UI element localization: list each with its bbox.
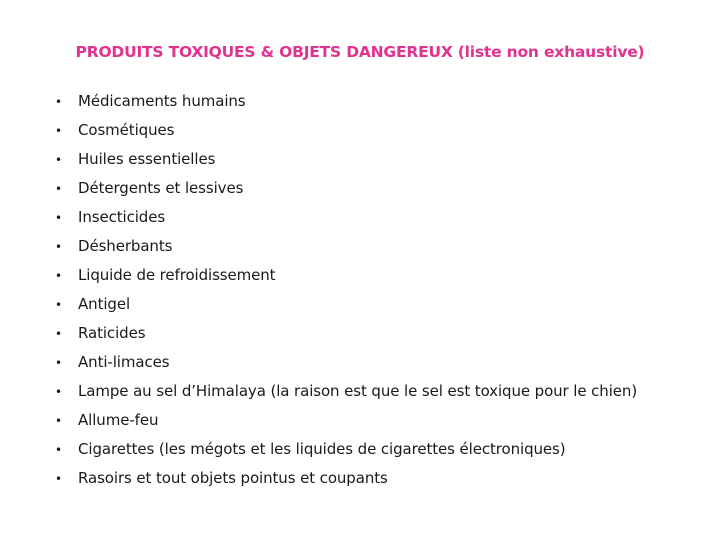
list-item-text: Lampe au sel d’Himalaya (la raison est que le sel est toxique pour le chien)	[78, 382, 638, 400]
bullet-icon: •	[55, 269, 63, 283]
bullet-icon: •	[55, 356, 63, 370]
toxic-products-list	[55, 92, 637, 498]
list-item	[55, 440, 637, 469]
list-item-text: Huiles essentielles	[78, 150, 216, 168]
slide-title: PRODUITS TOXIQUES & OBJETS DANGEREUX (liste non exhaustive)	[75, 43, 645, 61]
list-item	[55, 353, 637, 382]
bullet-icon: •	[55, 211, 63, 225]
bullet-icon: •	[55, 414, 63, 428]
list-item	[55, 150, 637, 179]
list-item-text: Antigel	[78, 295, 131, 313]
bullet-icon: •	[55, 124, 63, 138]
list-item-text: Médicaments humains	[78, 92, 246, 110]
bullet-icon: •	[55, 95, 63, 109]
list-item	[55, 382, 637, 411]
list-item-text: Désherbants	[78, 237, 173, 255]
list-item-text: Cigarettes (les mégots et les liquides de cigarettes électroniques)	[78, 440, 566, 458]
bullet-icon: •	[55, 472, 63, 486]
bullet-icon: •	[55, 240, 63, 254]
list-item	[55, 121, 637, 150]
list-item-text: Allume-feu	[78, 411, 159, 429]
bullet-icon: •	[55, 153, 63, 167]
list-item-text: Rasoirs et tout objets pointus et coupants	[78, 469, 388, 487]
bullet-icon: •	[55, 443, 63, 457]
list-item	[55, 411, 637, 440]
list-item	[55, 469, 637, 498]
list-item	[55, 208, 637, 237]
bullet-icon: •	[55, 298, 63, 312]
bullet-icon: •	[55, 327, 63, 341]
list-item-text: Insecticides	[78, 208, 166, 226]
list-item	[55, 92, 637, 121]
list-item-text: Raticides	[78, 324, 146, 342]
list-item	[55, 237, 637, 266]
list-item-text: Liquide de refroidissement	[78, 266, 276, 284]
bullet-icon: •	[55, 182, 63, 196]
list-item-text: Détergents et lessives	[78, 179, 244, 197]
list-item	[55, 324, 637, 353]
list-item	[55, 266, 637, 295]
list-item-text: Cosmétiques	[78, 121, 175, 139]
bullet-icon: •	[55, 385, 63, 399]
list-item-text: Anti-limaces	[78, 353, 170, 371]
list-item	[55, 295, 637, 324]
list-item	[55, 179, 637, 208]
